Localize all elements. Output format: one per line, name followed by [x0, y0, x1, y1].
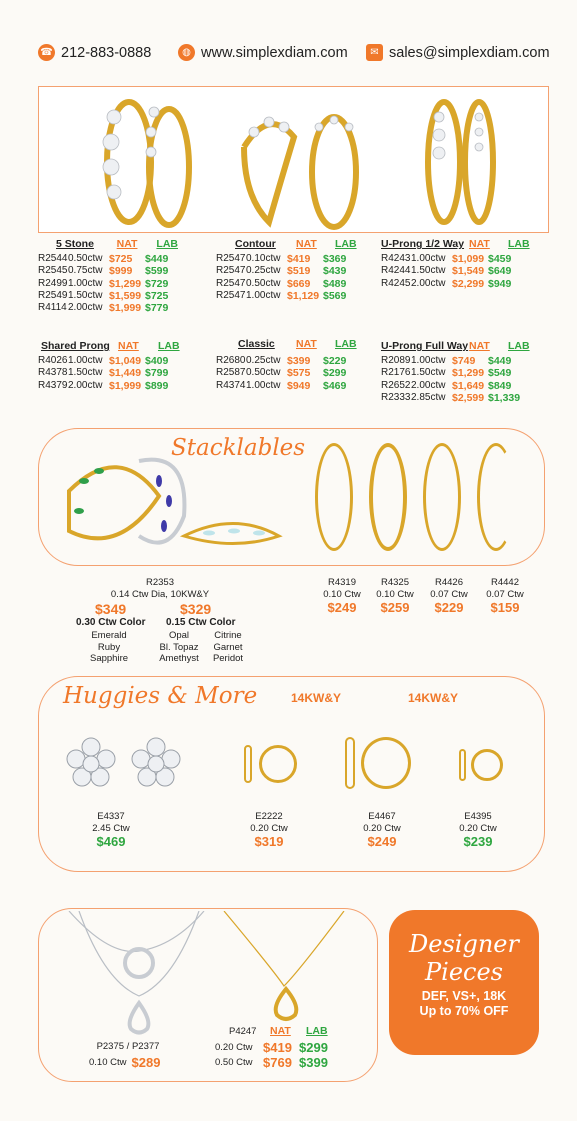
price-cell-ctw: 0.25ctw: [246, 355, 281, 366]
price-row: [216, 278, 376, 290]
designer-spec: DEF, VS+, 18K: [421, 989, 507, 1003]
price-row: [216, 367, 376, 379]
five-stone-table: 5 Stone NAT LAB R2544 0.50ctw $725 $449 R2545 0.75ctw $999 $599 R2499 1.00ctw $1,299 $729 R2549 1.50ctw $1,599 $725 R4114 2.00ctw $1,999 $779: [38, 238, 178, 315]
price-cell-sku: R4245: [381, 277, 411, 289]
pendants-photo: [54, 911, 364, 1041]
five-stone-rows: [38, 253, 178, 314]
price-cell-nat: $669: [287, 277, 311, 290]
price-cell-lab: $369: [323, 253, 347, 265]
price-cell-lab: $439: [323, 265, 347, 278]
price-cell-ctw: 2.00ctw: [411, 277, 446, 289]
huggie-e4395-side-photo: [459, 749, 466, 781]
price-cell-sku: R4114: [38, 302, 67, 314]
huggies-title: Huggies & More: [63, 683, 258, 709]
huggie-e4467-side-photo: [345, 737, 355, 789]
price-row: [381, 367, 541, 379]
price-cell-lab: $1,339: [488, 391, 521, 404]
price-cell-nat: $1,099: [452, 253, 485, 265]
price-row: [38, 253, 178, 265]
classic-rows: [216, 355, 376, 392]
color-b-title: 0.15 Ctw Color: [166, 617, 236, 628]
price-cell-nat: $575: [287, 367, 311, 380]
price-row: [381, 392, 541, 404]
price-cell-ctw: 0.10ctw: [246, 253, 281, 264]
huggies-panel: [38, 676, 545, 872]
price-cell-lab: $649: [488, 265, 512, 278]
price-cell-lab: $729: [145, 277, 169, 290]
price-cell-nat: $1,549: [452, 265, 485, 278]
contour-title: Contour: [235, 238, 276, 250]
price-cell-lab: $549: [488, 367, 512, 380]
pendant-p4247-rows: 0.20 Ctw $419 $299 0.50 Ctw $769 $399: [215, 1040, 328, 1070]
r2353-sku: R2353: [146, 577, 174, 588]
r2353-block: [80, 577, 240, 600]
bands-image-panel: [38, 86, 549, 233]
price-cell-nat: $1,599: [109, 289, 142, 302]
price-cell-ctw: 1.00ctw: [68, 277, 103, 289]
price-cell-ctw: 1.00ctw: [68, 355, 103, 366]
uprong-full-title: U-Prong Full Way: [381, 340, 469, 352]
price-cell-sku: R2333: [381, 391, 411, 403]
price-row: [38, 355, 198, 367]
price-cell-nat: $1,049: [109, 355, 142, 367]
huggie-item-e4337: E4337 2.45 Ctw $469: [92, 811, 130, 849]
color-a-list: Emerald Ruby Sapphire: [89, 630, 129, 664]
huggie-e2222-side-photo: [244, 745, 252, 783]
uprong-full-table: U-Prong Full Way NAT LAB R2089 1.00ctw $749 $449 R2176 1.50ctw $1,299 $549 R2652 2.00ctw $1,649 $849 R2333 2.85ctw $2,599 $1,339: [381, 340, 541, 404]
huggie-item-e4467: E4467 0.20 Ctw $249: [363, 811, 401, 849]
price-cell-nat: $1,999: [109, 302, 142, 315]
price-cell-ctw: 0.75ctw: [68, 265, 103, 277]
price-cell-ctw: 0.50ctw: [68, 253, 103, 264]
price-cell-sku: R2499: [38, 277, 68, 289]
designer-line2: Pieces: [425, 958, 503, 986]
stackable-item-r4442: R4442 0.07 Ctw $159: [486, 577, 524, 615]
price-cell-sku: R2547: [216, 265, 246, 277]
huggie-item-e4395: E4395 0.20 Ctw $239: [459, 811, 497, 849]
price-cell-sku: R2545: [38, 265, 68, 277]
price-row: [38, 302, 178, 314]
price-row: [381, 265, 541, 277]
shared-prong-rows: [38, 355, 198, 392]
contour-rows: [216, 253, 376, 302]
uprong-full-rows: [381, 355, 541, 404]
price-cell-sku: R2547: [216, 253, 246, 264]
five-stone-title: 5 Stone: [56, 238, 94, 250]
designer-offer: Up to 70% OFF: [419, 1004, 509, 1018]
phone-contact[interactable]: ☎ 212-883-0888: [38, 44, 151, 61]
price-cell-nat: $725: [109, 253, 133, 265]
price-cell-ctw: 2.85ctw: [411, 391, 446, 403]
price-cell-sku: R2176: [381, 367, 411, 379]
price-cell-ctw: 0.25ctw: [246, 265, 281, 277]
price-cell-nat: $1,649: [452, 379, 485, 392]
website-contact[interactable]: ◍ www.simplexdiam.com: [178, 44, 348, 61]
price-cell-lab: $489: [323, 277, 347, 290]
price-cell-sku: R4026: [38, 355, 68, 366]
price-cell-ctw: 1.50ctw: [411, 367, 446, 379]
price-cell-lab: $899: [145, 379, 169, 392]
price-cell-nat: $1,129: [287, 289, 320, 302]
price-cell-ctw: 1.50ctw: [68, 367, 103, 379]
price-row: [381, 355, 541, 367]
stackable-item-r4325: R4325 0.10 Ctw $259: [376, 577, 414, 615]
price-cell-sku: R4243: [381, 253, 411, 264]
classic-title: Classic: [238, 338, 275, 350]
price-cell-lab: $299: [323, 367, 347, 380]
price-cell-nat: $399: [287, 355, 311, 367]
price-cell-ctw: 1.50ctw: [68, 289, 103, 301]
ring-r4426-photo: [423, 443, 461, 551]
price-cell-lab: $725: [145, 289, 169, 302]
price-row: [216, 265, 376, 277]
huggie-e4395-photo: [471, 749, 503, 781]
pendant-p2375-sku: P2375 / P2377: [96, 1041, 160, 1052]
price-row: [38, 265, 178, 277]
price-cell-lab: $449: [488, 355, 512, 367]
price-cell-ctw: 0.50ctw: [246, 277, 281, 289]
price-cell-lab: $409: [145, 355, 169, 367]
price-row: [381, 278, 541, 290]
stackable-item-r4319: R4319 0.10 Ctw $249: [323, 577, 361, 615]
ring-r4319-photo: [315, 443, 353, 551]
metal-label-a: 14KW&Y: [291, 691, 342, 705]
price-cell-sku: R2549: [38, 289, 68, 301]
price-row: [381, 253, 541, 265]
designer-pieces-badge[interactable]: [389, 910, 539, 1055]
price-cell-lab: $459: [488, 253, 512, 265]
price-row: [216, 380, 376, 392]
price-cell-sku: R2587: [216, 367, 246, 379]
huggie-item-e2222: E2222 0.20 Ctw $319: [250, 811, 288, 849]
price-cell-sku: R2547: [216, 277, 246, 289]
stackables-title: Stacklables: [171, 435, 306, 461]
price-cell-nat: $2,299: [452, 277, 485, 290]
price-cell-ctw: 1.00ctw: [246, 289, 281, 301]
price-cell-sku: R2652: [381, 379, 411, 391]
price-cell-ctw: 1.00ctw: [411, 253, 446, 264]
price-cell-lab: $469: [323, 379, 347, 392]
uprong-half-table: U-Prong 1/2 Way NAT LAB R4243 1.00ctw $1,099 $459 R4244 1.50ctw $1,549 $649 R4245 2.00ctw $2,299 $949: [381, 238, 541, 290]
pendant-p2375-price-row: 0.10 Ctw $289: [89, 1055, 161, 1070]
price-cell-ctw: 2.00ctw: [68, 302, 103, 314]
pendants-panel: [38, 908, 378, 1082]
price-cell-lab: $229: [323, 355, 347, 367]
price-cell-nat: $2,599: [452, 391, 485, 404]
stackables-colored-photo: [59, 441, 289, 561]
price-cell-nat: $519: [287, 265, 311, 278]
price-cell-nat: $949: [287, 379, 311, 392]
flower-earrings-photo: [64, 737, 184, 792]
price-cell-nat: $999: [109, 265, 133, 278]
color-b2-list: Citrine Garnet Peridot: [212, 630, 244, 664]
price-cell-lab: $949: [488, 277, 512, 290]
huggie-e4467-photo: [361, 737, 411, 789]
price-cell-ctw: 1.00ctw: [411, 355, 446, 366]
price-row: [38, 278, 178, 290]
price-cell-lab: $779: [145, 302, 169, 315]
price-row: [216, 253, 376, 265]
price-cell-lab: $849: [488, 379, 512, 392]
shared-prong-table: Shared Prong NAT LAB R4026 1.00ctw $1,049 $409 R4378 1.50ctw $1,449 $799 R4379 2.00ctw $1,999 $899: [38, 340, 198, 392]
shared-prong-title: Shared Prong: [41, 340, 110, 352]
r2353-price-a: $349: [95, 601, 127, 617]
price-row: [38, 380, 198, 392]
ring-r4325-photo: [369, 443, 407, 551]
price-cell-lab: $449: [145, 253, 169, 265]
color-b1-list: Opal Bl. Topaz Amethyst: [159, 630, 199, 664]
price-cell-sku: R2680: [216, 355, 246, 366]
r2353-price-b: $329: [180, 601, 212, 617]
envelope-icon: ✉: [366, 44, 383, 61]
price-cell-ctw: 0.50ctw: [246, 367, 281, 379]
price-cell-ctw: 1.00ctw: [246, 379, 281, 391]
price-cell-sku: R2089: [381, 355, 411, 366]
price-cell-nat: $1,299: [452, 367, 485, 380]
metal-label-b: 14KW&Y: [408, 691, 459, 705]
email-contact[interactable]: ✉ sales@simplexdiam.com: [366, 44, 550, 61]
price-cell-sku: R4378: [38, 367, 68, 379]
price-cell-nat: $419: [287, 253, 311, 265]
bands-photo: [39, 87, 550, 234]
stackable-item-r4426: R4426 0.07 Ctw $229: [430, 577, 468, 615]
price-row: [38, 290, 178, 302]
color-a-title: 0.30 Ctw Color: [76, 617, 146, 628]
huggie-e2222-photo: [259, 745, 297, 783]
price-cell-lab: $599: [145, 265, 169, 278]
price-cell-nat: $1,299: [109, 277, 142, 290]
price-cell-sku: R4379: [38, 379, 68, 391]
price-cell-ctw: 2.00ctw: [68, 379, 103, 391]
price-cell-ctw: 2.00ctw: [411, 379, 446, 391]
uprong-half-rows: [381, 253, 541, 290]
price-cell-nat: $1,449: [109, 367, 142, 380]
price-row: [216, 355, 376, 367]
price-cell-sku: R4374: [216, 379, 246, 391]
r2353-desc: 0.14 Ctw Dia, 10KW&Y: [110, 588, 210, 600]
phone-icon: ☎: [38, 44, 55, 61]
designer-line1: Designer: [409, 930, 519, 958]
price-cell-sku: R2547: [216, 289, 246, 301]
classic-table: Classic NAT LAB R2680 0.25ctw $399 $229 R2587 0.50ctw $575 $299 R4374 1.00ctw $949 $469: [216, 338, 376, 392]
uprong-half-title: U-Prong 1/2 Way: [381, 238, 465, 250]
price-cell-nat: $749: [452, 355, 476, 367]
price-cell-ctw: 1.50ctw: [411, 265, 446, 277]
contour-table: Contour NAT LAB R2547 0.10ctw $419 $369 R2547 0.25ctw $519 $439 R2547 0.50ctw $669 $489 R2547 1.00ctw $1,129 $569: [216, 238, 376, 302]
price-cell-sku: R2544: [38, 253, 68, 264]
globe-icon: ◍: [178, 44, 195, 61]
stackables-panel: [38, 428, 545, 566]
price-row: [381, 380, 541, 392]
price-cell-nat: $1,999: [109, 379, 142, 392]
price-row: [38, 367, 198, 379]
pendant-p4247-header: P4247 NAT LAB: [229, 1025, 328, 1037]
ring-r4442-photo: [477, 443, 515, 551]
price-cell-lab: $569: [323, 289, 347, 302]
price-cell-sku: R4244: [381, 265, 411, 277]
price-row: [216, 290, 376, 302]
price-cell-lab: $799: [145, 367, 169, 380]
